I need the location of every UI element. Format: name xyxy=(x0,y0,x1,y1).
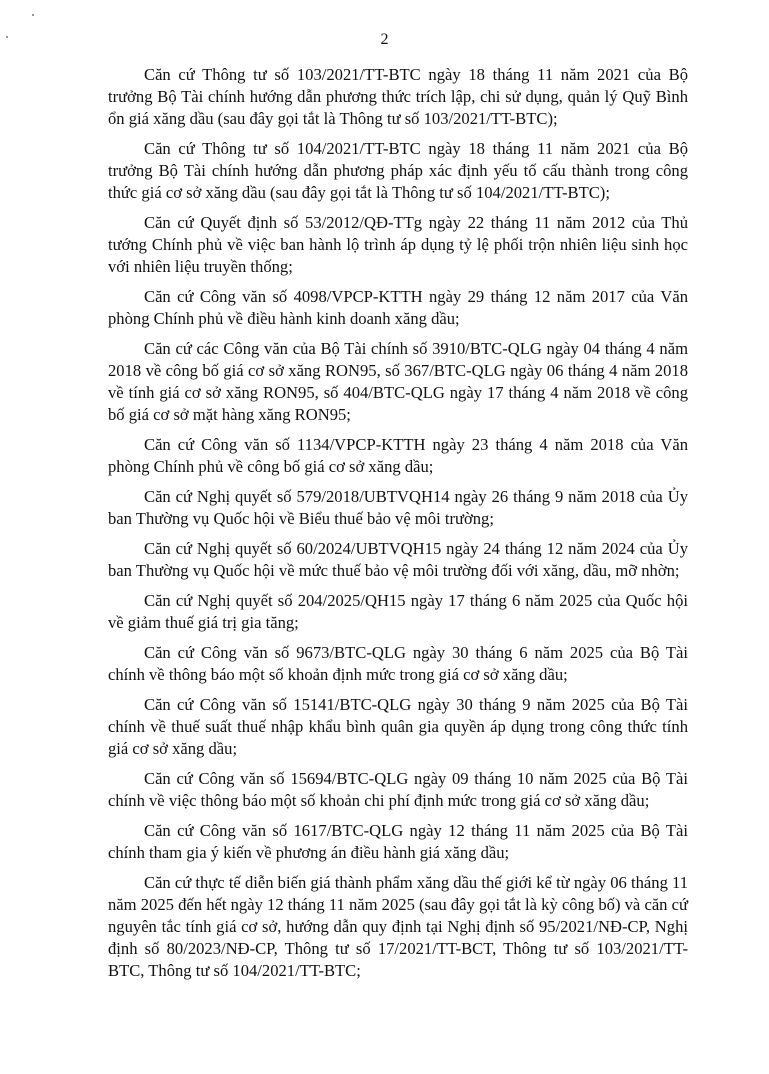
legal-basis-paragraph: Căn cứ Quyết định số 53/2012/QĐ-TTg ngày 22 tháng 11 năm 2012 của Thủ tướng Chính phủ về việc ban hành lộ trình áp dụng tỷ lệ phối trộn nhiên liệu sinh học với nhiên liệu truyền thống; xyxy=(108,213,688,276)
document-body xyxy=(108,64,688,990)
legal-basis-paragraph: Căn cứ Công văn số 4098/VPCP-KTTH ngày 29 tháng 12 năm 2017 của Văn phòng Chính phủ về điều hành kinh doanh xăng dầu; xyxy=(108,287,688,328)
legal-basis-paragraph: Căn cứ Nghị quyết số 204/2025/QH15 ngày 17 tháng 6 năm 2025 của Quốc hội về giảm thuế giá trị gia tăng; xyxy=(108,591,688,632)
legal-basis-paragraph: Căn cứ Công văn số 15694/BTC-QLG ngày 09 tháng 10 năm 2025 của Bộ Tài chính về việc thông báo một số khoản chi phí định mức trong giá cơ sở xăng dầu; xyxy=(108,769,688,810)
legal-basis-paragraph: Căn cứ Nghị quyết số 579/2018/UBTVQH14 ngày 26 tháng 9 năm 2018 của Ủy ban Thường vụ Quốc hội về Biểu thuế bảo vệ môi trường; xyxy=(108,487,688,528)
legal-basis-paragraph: Căn cứ các Công văn của Bộ Tài chính số 3910/BTC-QLG ngày 04 tháng 4 năm 2018 về công bố giá cơ sở xăng RON95, số 367/BTC-QLG ngày 06 tháng 4 năm 2018 về tính giá cơ sở xăng RON95, số 404/BTC-QLG ngày 17 tháng 4 năm 2018 về công bố giá cơ sở mặt hàng xăng RON95; xyxy=(108,339,688,424)
legal-basis-paragraph: Căn cứ Công văn số 1617/BTC-QLG ngày 12 tháng 11 năm 2025 của Bộ Tài chính tham gia ý kiến về phương án điều hành giá xăng dầu; xyxy=(108,821,688,862)
legal-basis-paragraph: Căn cứ Công văn số 9673/BTC-QLG ngày 30 tháng 6 năm 2025 của Bộ Tài chính về thông báo một số khoản định mức trong giá cơ sở xăng dầu; xyxy=(108,643,688,684)
legal-basis-paragraph: Căn cứ Nghị quyết số 60/2024/UBTVQH15 ngày 24 tháng 12 năm 2024 của Ủy ban Thường vụ Quốc hội về mức thuế bảo vệ môi trường đối với xăng, dầu, mỡ nhờn; xyxy=(108,539,688,580)
legal-basis-paragraph: Căn cứ thực tế diễn biến giá thành phẩm xăng dầu thế giới kể từ ngày 06 tháng 11 năm 2025 đến hết ngày 12 tháng 11 năm 2025 (sau đây gọi tắt là kỳ công bố) và căn cứ nguyên tắc tính giá cơ sở, hướng dẫn quy định tại Nghị định số 95/2021/NĐ-CP, Nghị định số 80/2023/NĐ-CP, Thông tư số 17/2021/TT-BCT, Thông tư số 103/2021/TT-BTC, Thông tư số 104/2021/TT-BTC; xyxy=(108,873,688,980)
page-number: 2 xyxy=(380,31,389,48)
scan-speck xyxy=(32,14,34,16)
legal-basis-paragraph: Căn cứ Công văn số 1134/VPCP-KTTH ngày 23 tháng 4 năm 2018 của Văn phòng Chính phủ về công bố giá cơ sở xăng dầu; xyxy=(108,435,688,476)
legal-basis-paragraph: Căn cứ Thông tư số 104/2021/TT-BTC ngày 18 tháng 11 năm 2021 của Bộ trưởng Bộ Tài chính hướng dẫn phương pháp xác định yếu tố cấu thành trong công thức giá cơ sở xăng dầu (sau đây gọi tắt là Thông tư số 104/2021/TT-BTC); xyxy=(108,139,688,202)
legal-basis-paragraph: Căn cứ Công văn số 15141/BTC-QLG ngày 30 tháng 9 năm 2025 của Bộ Tài chính về thuế suất thuế nhập khẩu bình quân gia quyền áp dụng trong công thức tính giá cơ sở xăng dầu; xyxy=(108,695,688,758)
legal-basis-paragraph: Căn cứ Thông tư số 103/2021/TT-BTC ngày 18 tháng 11 năm 2021 của Bộ trưởng Bộ Tài chính hướng dẫn phương thức trích lập, chi sử dụng, quản lý Quỹ Bình ổn giá xăng dầu (sau đây gọi tắt là Thông tư số 103/2021/TT-BTC); xyxy=(108,65,688,128)
